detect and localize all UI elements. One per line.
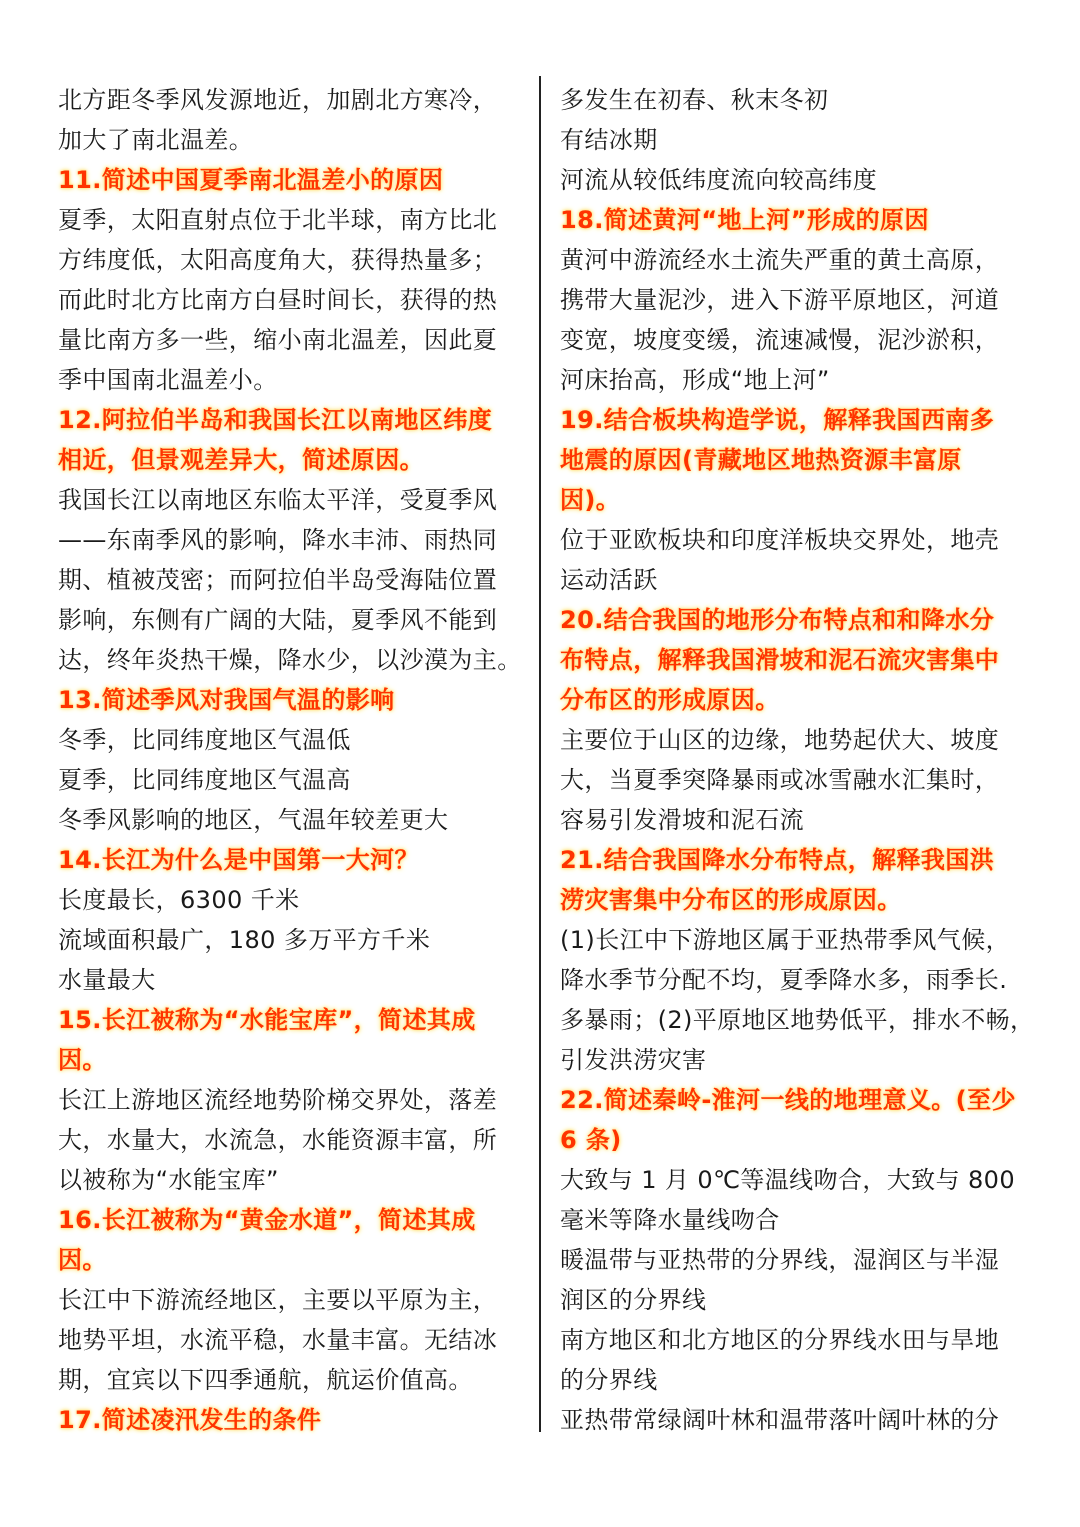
question-heading-line: 20.结合我国的地形分布特点和和降水分: [560, 606, 995, 634]
answer-text-line: 亚热带常绿阔叶林和温带落叶阔叶林的分: [560, 1406, 1000, 1434]
answer-text-line: 长江中下游流经地区，主要以平原为主，: [58, 1286, 498, 1314]
question-heading-line: 相近，但景观差异大，简述原因。: [58, 446, 424, 474]
question-heading-line: 因。: [58, 1046, 107, 1074]
answer-text-line: 润区的分界线: [560, 1286, 707, 1314]
answer-text-line: 加大了南北温差。: [58, 126, 254, 154]
answer-text-line: 夏季，比同纬度地区气温高: [58, 766, 351, 794]
answer-text-line: 位于亚欧板块和印度洋板块交界处，地壳: [560, 526, 1000, 554]
column-divider: [539, 76, 541, 1432]
question-heading-line: 21.结合我国降水分布特点，解释我国洪: [560, 846, 995, 874]
answer-text-line: 长度最长，6300 千米: [58, 886, 300, 914]
question-heading-line: 因)。: [560, 486, 621, 514]
question-heading-line: 12.阿拉伯半岛和我国长江以南地区纬度: [58, 406, 493, 434]
answer-text-line: 冬季，比同纬度地区气温低: [58, 726, 351, 754]
answer-text-line: 毫米等降水量线吻合: [560, 1206, 780, 1234]
answer-text-line: 大，水量大，水流急，水能资源丰富，所: [58, 1126, 498, 1154]
answer-text-line: 运动活跃: [560, 566, 658, 594]
right-column: [560, 80, 1035, 1440]
answer-text-line: 北方距冬季风发源地近，加剧北方寒冷，: [58, 86, 498, 114]
question-heading-line: 因。: [58, 1246, 107, 1274]
question-heading-line: 22.简述秦岭-淮河一线的地理意义。(至少: [560, 1086, 1016, 1114]
answer-text-line: 期、植被茂密；而阿拉伯半岛受海陆位置: [58, 566, 498, 594]
answer-text-line: 长江上游地区流经地势阶梯交界处，落差: [58, 1086, 498, 1114]
answer-text-line: 大，当夏季突降暴雨或冰雪融水汇集时，: [560, 766, 1000, 794]
answer-text-line: 携带大量泥沙，进入下游平原地区，河道: [560, 286, 1000, 314]
answer-text-line: 河床抬高，形成“地上河”: [560, 366, 830, 394]
answer-text-line: 水量最大: [58, 966, 156, 994]
question-heading-line: 17.简述凌汛发生的条件: [58, 1406, 322, 1434]
answer-text-line: 期，宜宾以下四季通航，航运价值高。: [58, 1366, 473, 1394]
question-heading-line: 15.长江被称为“水能宝库”，简述其成: [58, 1006, 476, 1034]
answer-text-line: 暖温带与亚热带的分界线，湿润区与半湿: [560, 1246, 1000, 1274]
left-column: [58, 80, 533, 1440]
answer-text-line: 以被称为“水能宝库”: [58, 1166, 279, 1194]
answer-text-line: 季中国南北温差小。: [58, 366, 278, 394]
question-heading-line: 19.结合板块构造学说，解释我国西南多: [560, 406, 995, 434]
answer-text-line: 的分界线: [560, 1366, 658, 1394]
question-heading-line: 分布区的形成原因。: [560, 686, 780, 714]
answer-text-line: 而此时北方比南方白昼时间长，获得的热: [58, 286, 498, 314]
answer-text-line: 主要位于山区的边缘，地势起伏大、坡度: [560, 726, 1000, 754]
question-heading-line: 11.简述中国夏季南北温差小的原因: [58, 166, 444, 194]
question-heading-line: 布特点，解释我国滑坡和泥石流灾害集中: [560, 646, 1000, 674]
answer-text-line: 我国长江以南地区东临太平洋，受夏季风: [58, 486, 498, 514]
answer-text-line: 大致与 1 月 0℃等温线吻合，大致与 800: [560, 1166, 1016, 1194]
question-heading-line: 13.简述季风对我国气温的影响: [58, 686, 395, 714]
answer-text-line: 河流从较低纬度流向较高纬度: [560, 166, 878, 194]
answer-text-line: 变宽，坡度变缓，流速减慢，泥沙淤积，: [560, 326, 1000, 354]
answer-text-line: 多发生在初春、秋末冬初: [560, 86, 829, 114]
answer-text-line: 黄河中游流经水土流失严重的黄土高原，: [560, 246, 1000, 274]
answer-text-line: 夏季，太阳直射点位于北半球，南方比北: [58, 206, 498, 234]
answer-text-line: 地势平坦，水流平稳，水量丰富。无结冰: [58, 1326, 498, 1354]
question-heading-line: 18.简述黄河“地上河”形成的原因: [560, 206, 929, 234]
answer-text-line: ——东南季风的影响，降水丰沛、雨热同: [58, 526, 498, 554]
question-heading-line: 6 条): [560, 1126, 622, 1154]
answer-text-line: 有结冰期: [560, 126, 658, 154]
answer-text-line: (1)长江中下游地区属于亚热带季风气候，: [560, 926, 1010, 954]
question-heading-line: 16.长江被称为“黄金水道”，简述其成: [58, 1206, 476, 1234]
answer-text-line: 冬季风影响的地区，气温年较差更大: [58, 806, 449, 834]
answer-text-line: 量比南方多一些，缩小南北温差，因此夏: [58, 326, 498, 354]
answer-text-line: 流域面积最广，180 多万平方千米: [58, 926, 431, 954]
answer-text-line: 多暴雨；(2)平原地区地势低平，排水不畅，: [560, 1006, 1035, 1034]
answer-text-line: 降水季节分配不均，夏季降水多，雨季长.: [560, 966, 1008, 994]
answer-text-line: 容易引发滑坡和泥石流: [560, 806, 804, 834]
question-heading-line: 涝灾害集中分布区的形成原因。: [560, 886, 902, 914]
answer-text-line: 达，终年炎热干燥，降水少，以沙漠为主。: [58, 646, 522, 674]
question-heading-line: 14.长江为什么是中国第一大河？: [58, 846, 419, 874]
question-heading-line: 地震的原因(青藏地区地热资源丰富原: [560, 446, 962, 474]
answer-text-line: 方纬度低，太阳高度角大，获得热量多；: [58, 246, 498, 274]
answer-text-line: 引发洪涝灾害: [560, 1046, 707, 1074]
answer-text-line: 南方地区和北方地区的分界线水田与旱地: [560, 1326, 1000, 1354]
answer-text-line: 影响，东侧有广阔的大陆，夏季风不能到: [58, 606, 498, 634]
